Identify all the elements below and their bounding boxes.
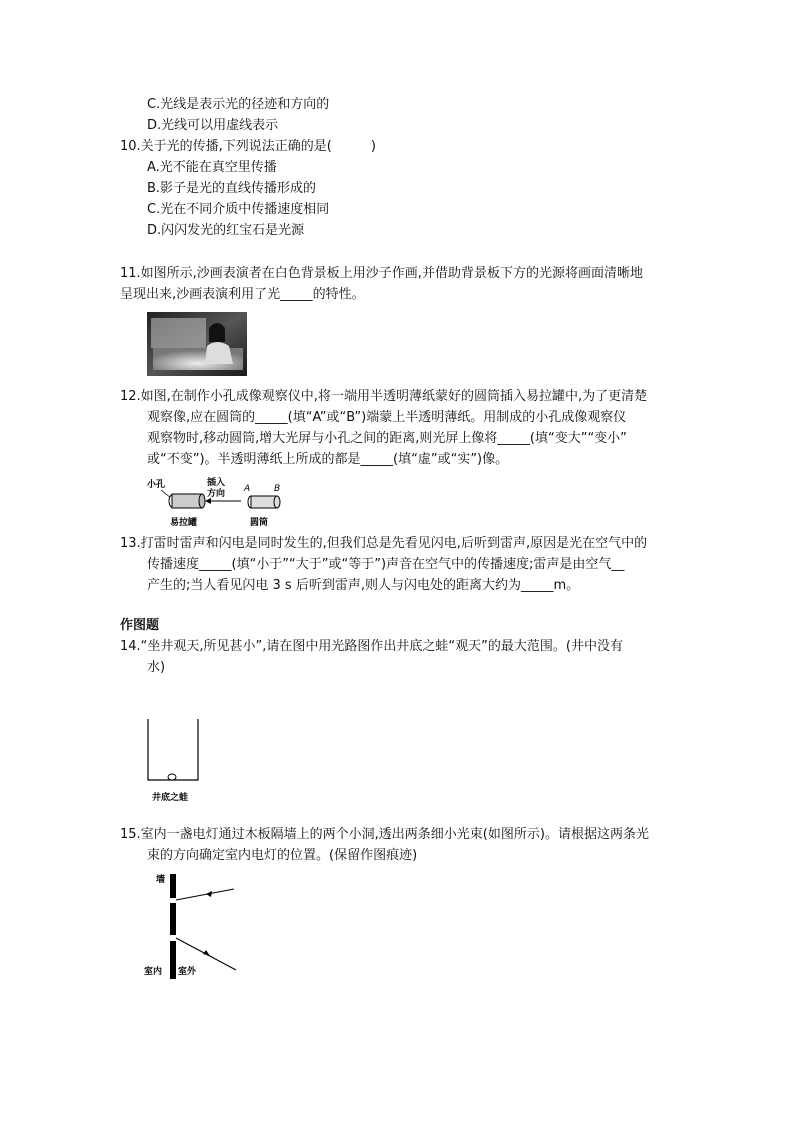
q14-line2: 水) [147,660,166,675]
label-a: A [244,484,251,494]
label-indoor: 室内 [144,967,163,977]
q12-line3: 观察物时,移动圆筒,增大光屏与小孔之间的距离,则光屏上像将_____(填“变大”“变小” [147,431,627,446]
q12-line4: 或“不变”)。半透明薄纸上所成的都是_____(填“虚”或“实”)像。 [147,452,509,467]
frog-icon [168,774,176,780]
q15-line1: 15.室内一盏电灯通过木板隔墙上的两个小洞,透出两条细小光束(如图所示)。请根据这两条光 [120,827,649,842]
label-can: 易拉罐 [170,518,198,528]
q12-line2: 观察像,应在圆筒的_____(填“A”或“B”)端蒙上半透明薄纸。用制成的小孔成像观察仪 [147,410,627,425]
q15-line2: 束的方向确定室内电灯的位置。(保留作图痕迹) [147,848,418,863]
sand-art-photo [147,312,247,376]
q13-line3: 产生的;当人看见闪电 3 s 后听到雷声,则人与闪电处的距离大约为_____m。 [147,578,580,593]
label-hole: 小孔 [147,480,166,490]
label-b: B [274,484,281,494]
section-heading: 作图题 [120,618,160,633]
q13-line1: 13.打雷时雷声和闪电是同时发生的,但我们总是先看见闪电,后听到雷声,原因是光在空气中的 [120,536,648,551]
q14-line1: 14.“坐井观天,所见甚小”,请在图中用光路图作出井底之蛙“观天”的最大范围。(井中没有 [120,639,623,654]
q10-stem: 10.关于光的传播,下列说法正确的是( ) [120,139,376,154]
wall-light-figure [140,866,250,984]
label-outdoor: 室外 [178,967,197,977]
q10-option-d: D.闪闪发光的红宝石是光源 [147,223,305,238]
q11-line2: 呈现出来,沙画表演利用了光_____的特性。 [120,287,365,302]
q9-option-d: D.光线可以用虚线表示 [147,118,279,133]
q11-line1: 11.如图所示,沙画表演者在白色背景板上用沙子作画,并借助背景板下方的光源将画面清晰地 [120,266,643,281]
pinhole-figure [145,474,295,530]
label-wall: 墙 [156,875,166,885]
label-tube: 圆筒 [250,518,269,528]
well-frog-label: 井底之蛙 [152,793,189,803]
well-figure [138,716,208,806]
label-insert-2: 方向 [207,489,226,499]
q10-option-c: C.光在不同介质中传播速度相同 [147,202,330,217]
q9-option-c: C.光线是表示光的径迹和方向的 [147,97,330,112]
q10-option-a: A.光不能在真空里传播 [147,160,277,175]
q12-line1: 12.如图,在制作小孔成像观察仪中,将一端用半透明薄纸蒙好的圆筒插入易拉罐中,为了更清楚 [120,389,648,404]
label-insert-1: 插入 [207,478,226,488]
q10-option-b: B.影子是光的直线传播形成的 [147,181,317,196]
q13-line2: 传播速度_____(填“小于”“大于”或“等于”)声音在空气中的传播速度;雷声是由空气__ [147,557,625,572]
